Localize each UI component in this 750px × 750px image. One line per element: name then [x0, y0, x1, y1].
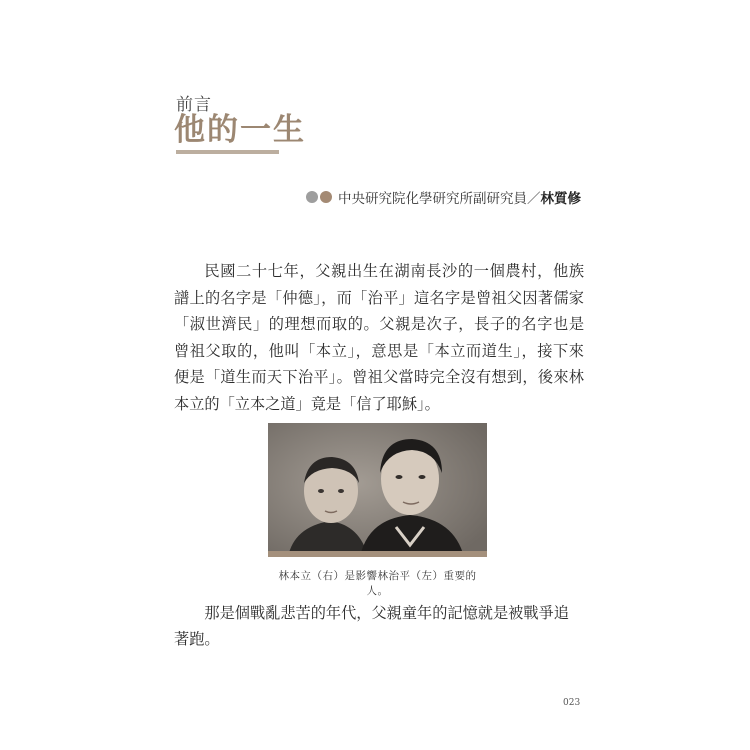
- chapter-title: 他的一生: [174, 112, 306, 148]
- closing-paragraph: 那是個戰亂悲苦的年代，父親童年的記憶就是被戰爭追著跑。: [174, 604, 569, 648]
- author-line: [306, 187, 581, 207]
- photo-caption: 林本立（右）是影響林治平（左）重要的人。: [278, 570, 477, 597]
- body-paragraph: 民國二十七年，父親出生在湖南長沙的一個農村，他族譜上的名字是「仲德」，而「治平」這名字是曾祖父因著儒家「淑世濟民」的理想而取的。父親是次子，長子的名字也是曾祖父取的，他叫「本立」，意思是「本立而道生」，接下來便是「道生而天下治平」。曾祖父當時完全沒有想到，後來林本立的「立本之道」竟是「信了耶穌」。: [174, 262, 584, 413]
- title-underline: [176, 150, 279, 154]
- grey-dot-icon: [306, 191, 318, 203]
- section-label: 前言: [176, 95, 212, 115]
- portrait-photo: [268, 423, 487, 557]
- author-name: 林質修: [540, 191, 581, 207]
- brown-dot-icon: [320, 191, 332, 203]
- bullet-dots-icon: [306, 191, 334, 203]
- body-text: [174, 258, 584, 417]
- closing-text: [174, 600, 584, 652]
- portrait-photo-illustration: [268, 423, 487, 557]
- page-number: 023: [563, 698, 581, 708]
- photo-frame-strip: [268, 551, 487, 557]
- author-affiliation: 中央研究院化學研究所副研究員／: [338, 191, 541, 207]
